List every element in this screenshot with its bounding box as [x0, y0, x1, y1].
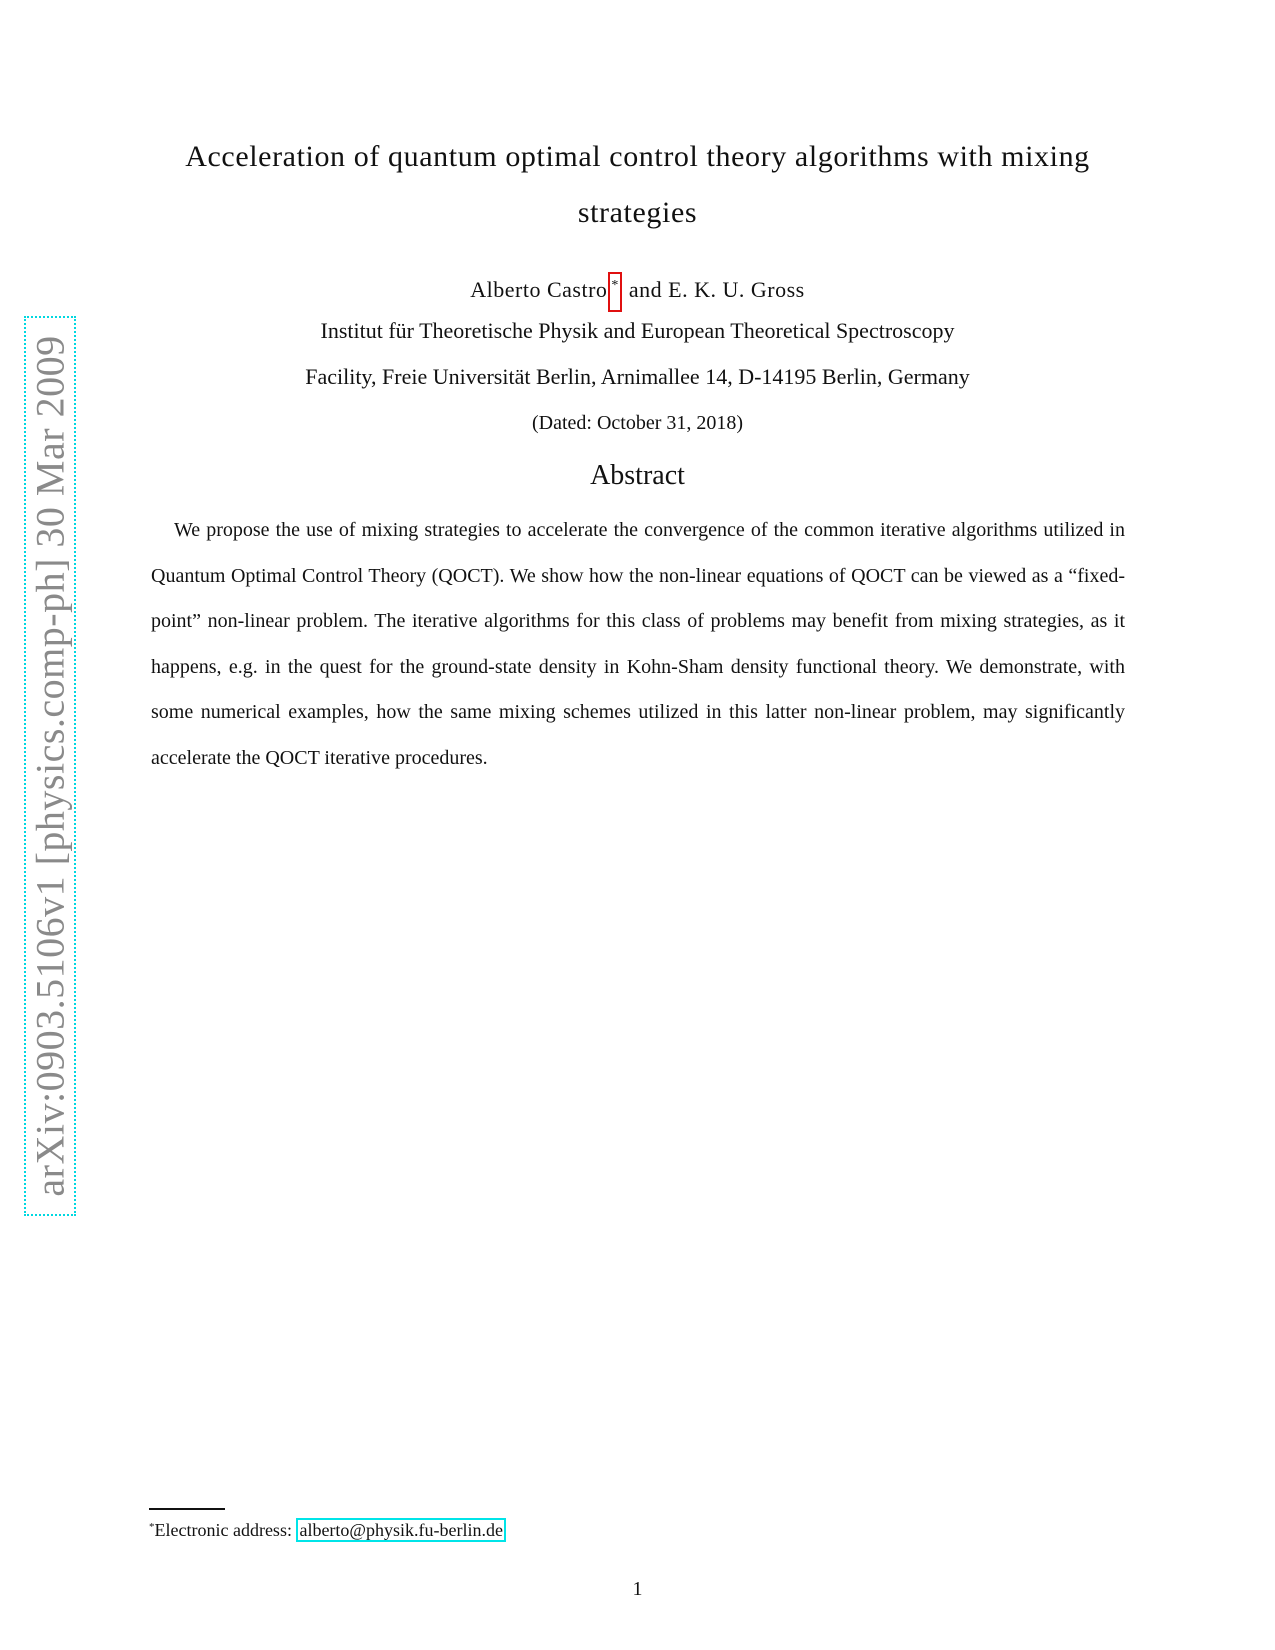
footnote-label: Electronic address:	[154, 1520, 292, 1540]
footnote-link[interactable]: *	[608, 272, 622, 312]
paper-title-line-2: strategies	[577, 196, 698, 229]
email-link[interactable]: alberto@physik.fu-berlin.de	[296, 1518, 506, 1542]
author-gross: E. K. U. Gross	[668, 277, 805, 302]
author-connector: and	[628, 277, 663, 302]
page-number: 1	[632, 1578, 643, 1600]
author-line	[0, 272, 1275, 312]
abstract-heading: Abstract	[590, 460, 685, 491]
abstract-text: We propose the use of mixing strategies to accelerate the convergence of the common iterative algorithms utilized in Quantum Optimal Control Theory (QOCT). We show how the non-linear equations of QOCT can be viewed as a “fixed-point” non-linear problem. The iterative algorithms for this class of problems may benefit from mixing strategies, as it happens, e.g. in the quest for the ground-state density in Kohn-Sham density functional theory. We demonstrate, with some numerical examples, how the same mixing schemes utilized in this latter non-linear problem, may significantly accelerate the QOCT iterative procedures.	[151, 519, 1125, 769]
arxiv-identifier: arXiv:0903.5106v1 [physics.comp-ph] 30 Mar 2009	[27, 335, 73, 1197]
paper-title-line-1: Acceleration of quantum optimal control theory algorithms with mixing	[185, 140, 1090, 173]
arxiv-stamp[interactable]	[24, 316, 76, 1216]
footnote-divider	[149, 1508, 225, 1510]
affiliation-line-2: Facility, Freie Universität Berlin, Arnimallee 14, D-14195 Berlin, Germany	[305, 364, 970, 389]
affiliation-line-1: Institut für Theoretische Physik and European Theoretical Spectroscopy	[320, 318, 955, 343]
footnote	[149, 1515, 506, 1542]
author-castro: Alberto Castro	[470, 277, 608, 302]
footnote-mark: *	[149, 1521, 155, 1533]
date-line: (Dated: October 31, 2018)	[531, 412, 744, 434]
